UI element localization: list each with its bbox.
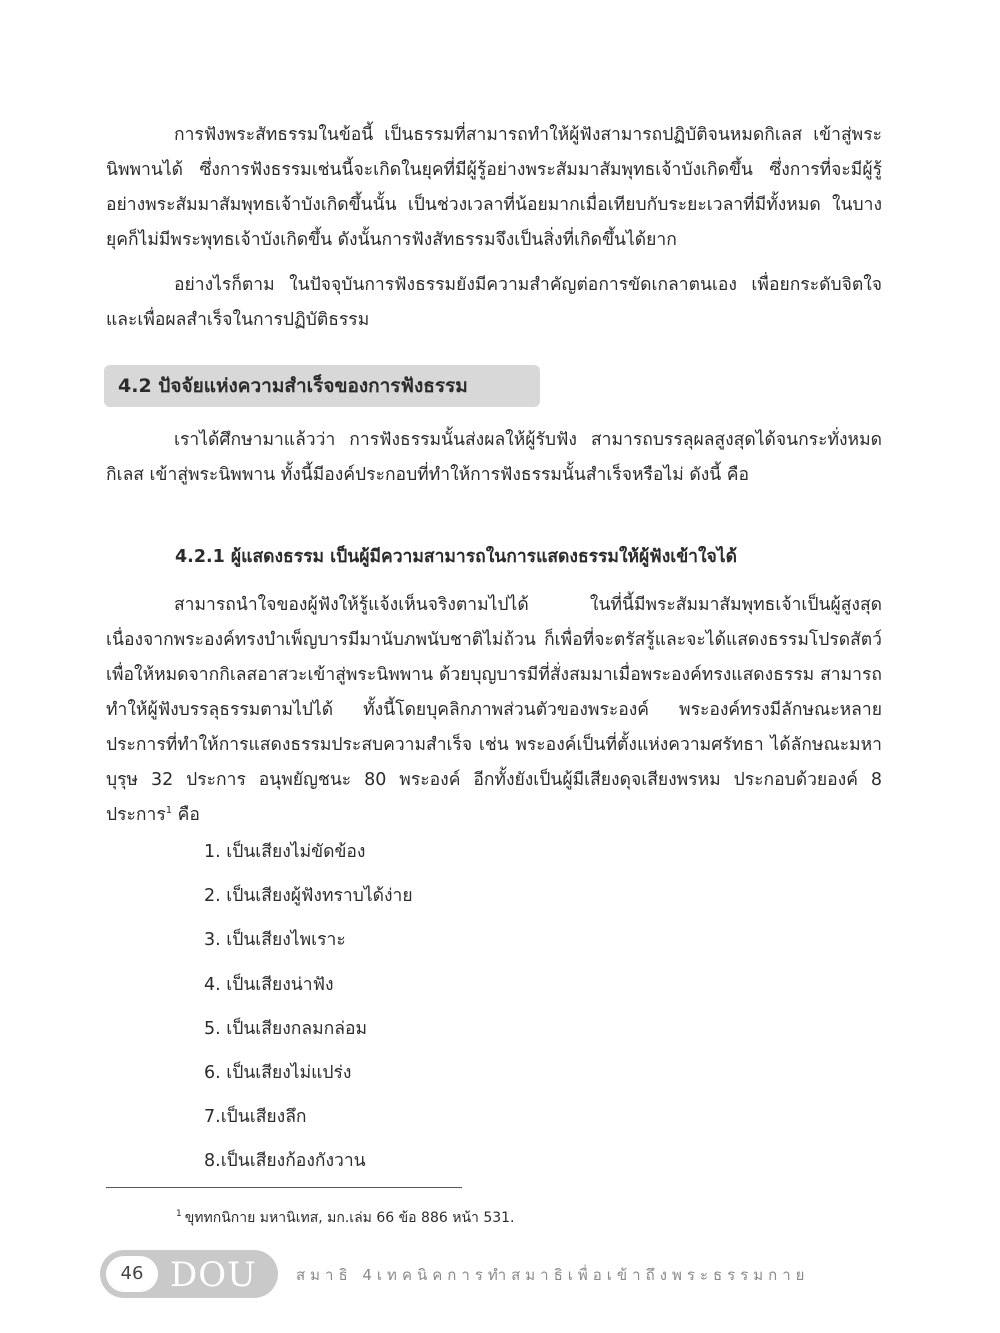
list-item: 2. เป็นเสียงผู้ฟังทราบได้ง่าย — [204, 886, 413, 907]
voice-qualities-list — [204, 830, 413, 1184]
paragraph-text: เราได้ศึกษามาแล้วว่า การฟังธรรมนั้นส่งผลให้ผู้รับฟัง สามารถบรรลุผลสูงสุดได้จนกระทั่งหมดกิเลส เข้าสู่พระนิพพาน ทั้งนี้มีองค์ประกอบที่ทำให้การฟังธรรมนั้นสำเร็จหรือไม่ ดังนี้ คือ — [106, 430, 882, 485]
subsection-title: 4.2.1 ผู้แสดงธรรม เป็นผู้มีความสามารถในการแสดงธรรมให้ผู้ฟังเข้าใจได้ — [175, 547, 737, 567]
paragraph-importance-today — [106, 268, 882, 338]
list-item: 3. เป็นเสียงไพเราะ — [204, 930, 346, 951]
list-item: 1. เป็นเสียงไม่ขัดข้อง — [204, 842, 366, 862]
list-item: 7.เป็นเสียงลึก — [204, 1107, 307, 1128]
footer-book-title: สมาธิ 4เทคนิคการทำสมาธิเพื่อเข้าถึงพระธรรมกาย — [296, 1266, 810, 1284]
list-item: 5. เป็นเสียงกลมกล่อม — [204, 1018, 367, 1039]
list-item: 8.เป็นเสียงก้องกังวาน — [204, 1151, 366, 1172]
paragraph-text-tail: คือ — [172, 805, 200, 825]
paragraph-text: สามารถนำใจของผู้ฟังให้รู้แจ้งเห็นจริงตามไปได้ ในที่นี้มีพระสัมมาสัมพุทธเจ้าเป็นผู้สูงสุด เนื่องจากพระองค์ทรงบำเพ็ญบารมีมานับภพนับชาติไม่ถ้วน ก็เพื่อที่จะตรัสรู้และจะได้แสดงธรรมโปรดสัตว์ เพื่อให้หมดจากกิเลสอาสวะเข้าสู่พระนิพพาน ด้วยบุญบารมีที่สั่งสมมาเมื่อพระองค์ทรงแสดงธรรม สามารถทำให้ผู้ฟังบรรลุธรรมตามไปได้ ทั้งนี้โดยบุคลิกภาพส่วนตัวของพระองค์ พระองค์ทรงมีลักษณะหลายประการที่ทำให้การแสดงธรรมประสบความสำเร็จ เช่น พระองค์เป็นที่ตั้งแห่งความศรัทธา ได้ลักษณะมหาบุรุษ 32 ประการ อนุพยัญชนะ 80 พระองค์ อีกทั้งยังเป็นผู้มีเสียงดุจเสียงพรหม ประกอบด้วยองค์ 8 ประการ — [106, 595, 882, 825]
list-item: 6. เป็นเสียงไม่แปร่ง — [204, 1062, 352, 1083]
paragraph-listening-to-dhamma — [106, 118, 882, 258]
paragraph-success-factors — [106, 423, 882, 493]
paragraph-text: การฟังพระสัทธรรมในข้อนี้ เป็นธรรมที่สามารถทำให้ผู้ฟังสามารถปฏิบัติจนหมดกิเลส เข้าสู่พระนิพพานได้ ซึ่งการฟังธรรมเช่นนี้จะเกิดในยุคที่มีผู้รู้อย่างพระสัมมาสัมพุทธเจ้าบังเกิดขึ้น ซึ่งการที่จะมีผู้รู้อย่างพระสัมมาสัมพุทธเจ้าบังเกิดขึ้นนั้น เป็นช่วงเวลาที่น้อยมากเมื่อเทียบกับระยะเวลาที่มีทั้งหมด ในบางยุคก็ไม่มีพระพุทธเจ้าบังเกิดขึ้น ดังนั้นการฟังสัทธรรมจึงเป็นสิ่งที่เกิดขึ้นได้ยาก — [106, 125, 882, 250]
section-title: 4.2 ปัจจัยแห่งความสำเร็จของการฟังธรรม — [118, 375, 468, 397]
footnote-text: ขุททกนิกาย มหานิเทส, มก.เล่ม 66 ข้อ 886 หน้า 531. — [184, 1210, 515, 1226]
paragraph-preacher-qualities — [106, 588, 882, 833]
footnote-divider — [106, 1187, 462, 1188]
footnote — [176, 1207, 515, 1229]
footer-badge — [100, 1250, 278, 1298]
footnote-number: 1 — [176, 1209, 182, 1220]
paragraph-text: อย่างไรก็ตาม ในปัจจุบันการฟังธรรมยังมีความสำคัญต่อการขัดเกลาตนเอง เพื่อยกระดับจิตใจและเพื่อผลสำเร็จในการปฏิบัติธรรม — [106, 275, 882, 330]
list-item: 4. เป็นเสียงน่าฟัง — [204, 974, 334, 995]
footnote-reference[interactable]: 1 — [165, 805, 173, 817]
page-number: 46 — [106, 1256, 158, 1292]
section-heading-bar — [104, 365, 540, 407]
dou-logo: DOU — [170, 1255, 257, 1295]
